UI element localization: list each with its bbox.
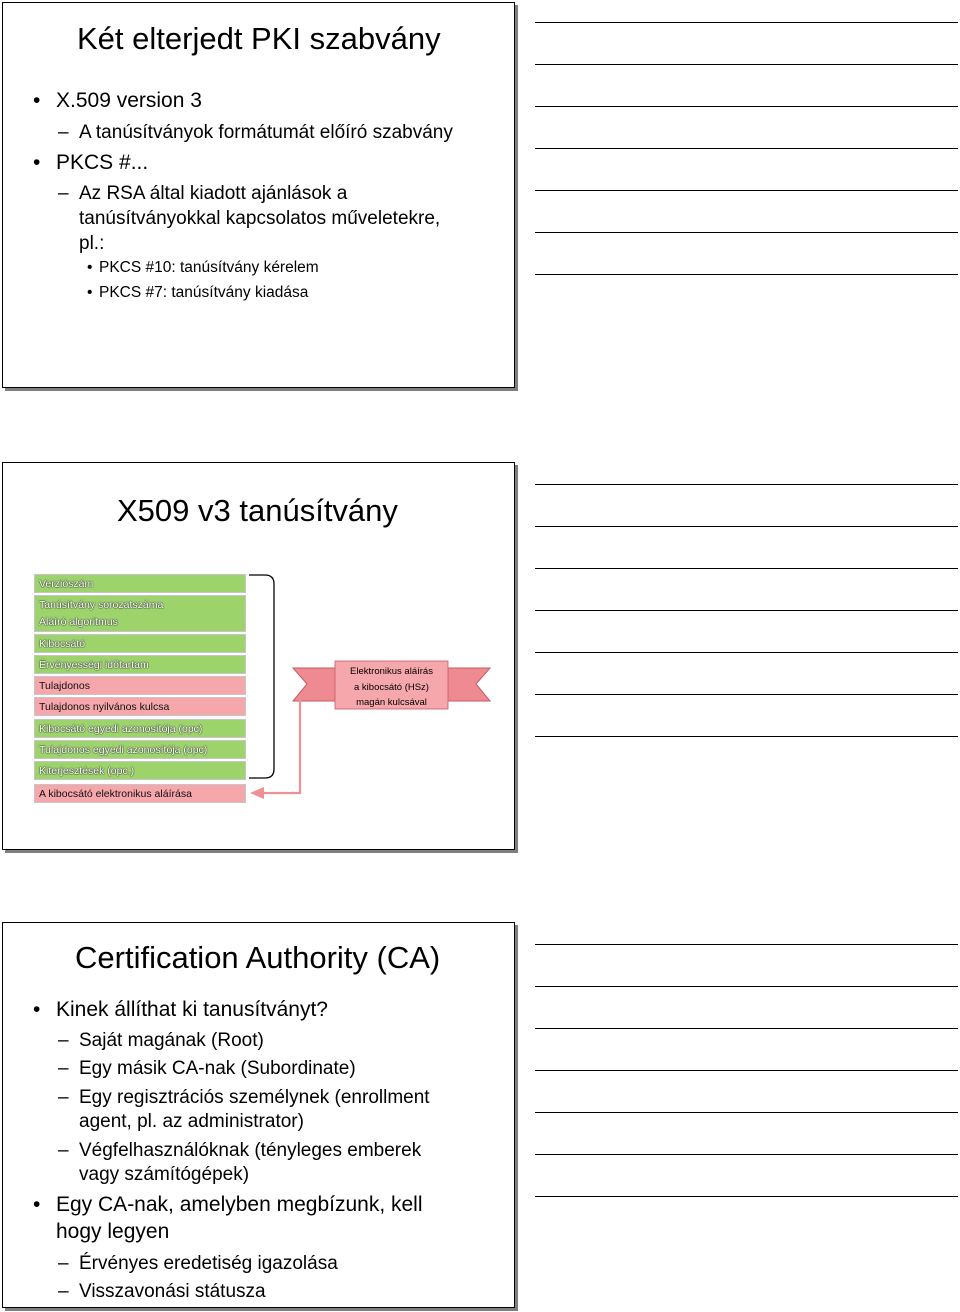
- note-line: [535, 106, 958, 107]
- sub-bullet-text: Az RSA által kiadott ajánlások a: [79, 183, 348, 204]
- bullet-dot-icon: •: [87, 284, 93, 301]
- sub-bullet-text: vagy számítógépek): [79, 1164, 250, 1185]
- cert-field: Kibocsátó egyedi azonosítója (opc): [34, 719, 246, 738]
- slide-title: Certification Authority (CA): [75, 940, 441, 975]
- sub-bullet-text: Egy másik CA-nak (Subordinate): [79, 1058, 356, 1079]
- note-line: [535, 190, 958, 191]
- third-level-text: PKCS #7: tanúsítvány kiadása: [99, 284, 309, 301]
- signature-flow-diagram: [3, 463, 514, 849]
- cert-field: A kibocsátó elektronikus aláírása: [34, 784, 246, 803]
- sub-bullet-text: Végfelhasználóknak (tényleges emberek: [79, 1140, 422, 1161]
- fields-bracket: [249, 575, 274, 778]
- dash-icon: –: [58, 122, 69, 143]
- slide-x509-certificate: [2, 462, 515, 850]
- dash-icon: –: [58, 1281, 69, 1302]
- note-line: [535, 274, 958, 275]
- note-line: [535, 22, 958, 23]
- arrowhead-icon: [250, 787, 264, 799]
- bullet-dot-icon: •: [87, 259, 93, 276]
- cert-field: Verziószám: [34, 574, 246, 593]
- dash-icon: –: [58, 1253, 69, 1274]
- note-line: [535, 1028, 958, 1029]
- bullet-text: Egy CA-nak, amelyben megbízunk, kell: [56, 1193, 423, 1216]
- bullet-dot-icon: •: [33, 1193, 41, 1216]
- bullet-dot-icon: •: [33, 89, 41, 112]
- note-line: [535, 736, 958, 737]
- cert-field: Tulajdonos nyilvános kulcsa: [34, 697, 246, 716]
- note-line: [535, 232, 958, 233]
- signature-note-text: [335, 664, 448, 711]
- bullet-text: hogy legyen: [56, 1220, 170, 1243]
- sub-bullet-text: Visszavonási státusza: [79, 1281, 266, 1302]
- cert-field: Kibocsátó: [34, 634, 246, 653]
- bullet-dot-icon: •: [33, 998, 41, 1021]
- note-line: [535, 484, 958, 485]
- note-line: [535, 1196, 958, 1197]
- note-line: [535, 1154, 958, 1155]
- signature-note-line: Elektronikus aláírás: [350, 666, 433, 677]
- cert-field: Tulajdonos egyedi azonosítója (opc): [34, 740, 246, 759]
- sub-bullet-text: tanúsítványokkal kapcsolatos műveletekre,: [79, 208, 441, 229]
- slide-title: X509 v3 tanúsítvány: [117, 493, 398, 528]
- sub-bullet-text: Érvényes eredetiség igazolása: [79, 1253, 338, 1274]
- dash-icon: –: [58, 1030, 69, 1051]
- note-line: [535, 1070, 958, 1071]
- dash-icon: –: [58, 1140, 69, 1161]
- note-line: [535, 944, 958, 945]
- slide-title: Két elterjedt PKI szabvány: [77, 21, 441, 56]
- cert-field: Érvényességi időtartam: [34, 655, 246, 674]
- slide-pki-standards: [2, 2, 515, 388]
- dash-icon: –: [58, 1058, 69, 1079]
- note-line: [535, 986, 958, 987]
- cert-field: Kiterjesztések (opc.): [34, 761, 246, 780]
- sub-bullet-text: agent, pl. az administrator): [79, 1111, 304, 1132]
- dash-icon: –: [58, 1087, 69, 1108]
- bullet-text: Kinek állíthat ki tanusítványt?: [56, 998, 328, 1021]
- sub-bullet-text: A tanúsítványok formátumát előíró szabvány: [79, 122, 453, 143]
- note-line: [535, 652, 958, 653]
- note-line: [535, 526, 958, 527]
- signature-note-line: a kibocsátó (HSz): [354, 681, 429, 693]
- sub-bullet-text: Saját magának (Root): [79, 1030, 264, 1051]
- third-level-text: PKCS #10: tanúsítvány kérelem: [99, 259, 319, 276]
- slide-certification-authority: [2, 922, 515, 1308]
- cert-field: Aláíró algoritmus: [39, 616, 118, 628]
- note-line: [535, 64, 958, 65]
- note-line: [535, 610, 958, 611]
- cert-field: Tulajdonos: [34, 676, 246, 695]
- signature-note-line: magán kulcsával: [356, 697, 427, 708]
- bullet-text: X.509 version 3: [56, 89, 202, 112]
- note-line: [535, 694, 958, 695]
- cert-field: Tanúsítvány sorozatszáma: [39, 599, 164, 611]
- note-line: [535, 568, 958, 569]
- note-line: [535, 1112, 958, 1113]
- note-line: [535, 148, 958, 149]
- sub-bullet-text: Egy regisztrációs személynek (enrollment: [79, 1087, 430, 1108]
- sub-bullet-text: pl.:: [79, 233, 105, 254]
- dash-icon: –: [58, 183, 69, 204]
- bullet-text: PKCS #...: [56, 151, 149, 174]
- bullet-dot-icon: •: [33, 151, 41, 174]
